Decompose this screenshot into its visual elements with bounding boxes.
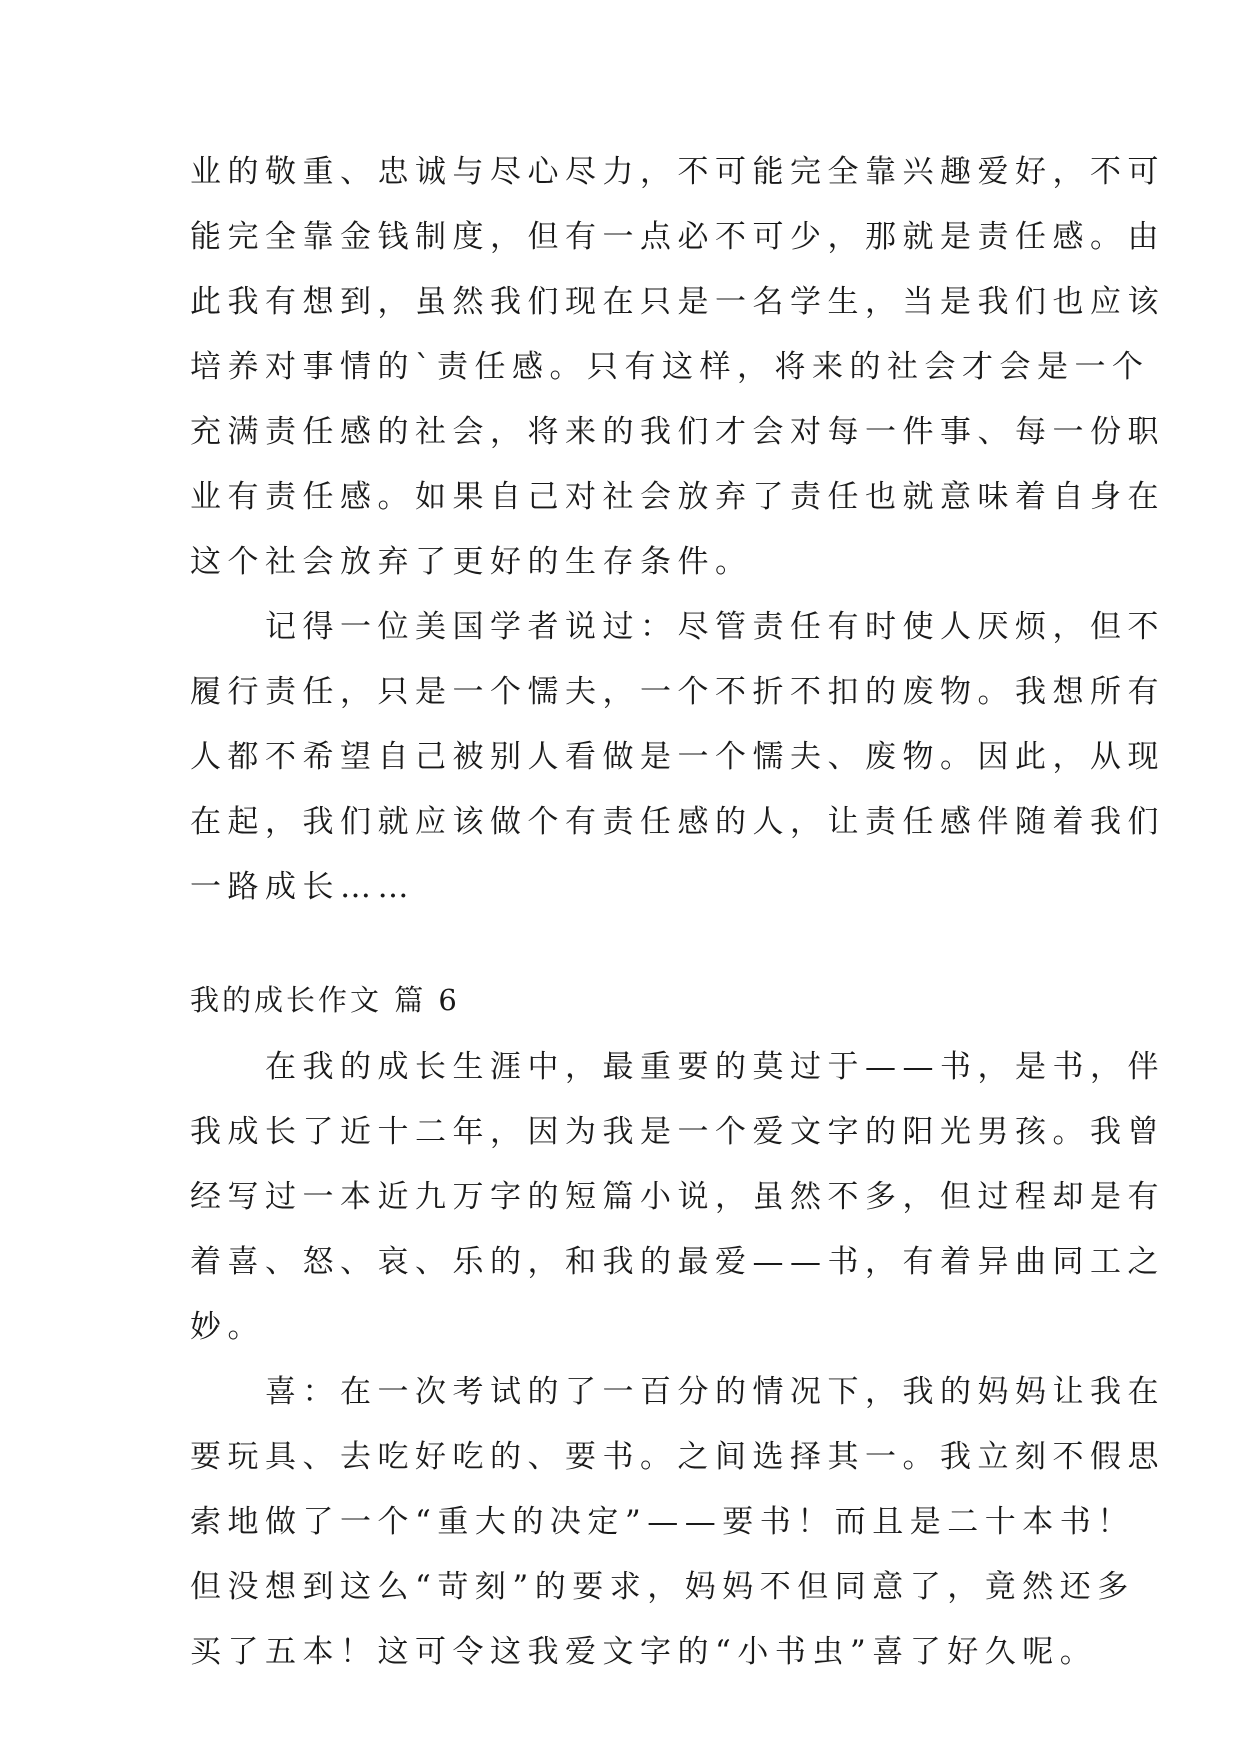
section-heading: 我的成长作文 篇 6 (190, 983, 460, 1017)
paragraph-1-line-1: 业的敬重、忠诚与尽心尽力，不可能完全靠兴趣爱好，不可 (190, 154, 1165, 190)
paragraph-3-line-4: 着喜、怒、哀、乐的，和我的最爱——书，有着异曲同工之 (190, 1244, 1165, 1280)
paragraph-1-line-2: 能完全靠金钱制度，但有一点必不可少，那就是责任感。由 (190, 219, 1165, 255)
paragraph-4-line-5: 买了五本！这可令这我爱文字的“小书虫”喜了好久呢。 (190, 1634, 1098, 1670)
paragraph-2-line-3: 人都不希望自己被别人看做是一个懦夫、废物。因此，从现 (190, 739, 1165, 775)
paragraph-2-line-2: 履行责任，只是一个懦夫，一个不折不扣的废物。我想所有 (190, 674, 1165, 710)
paragraph-3-line-3: 经写过一本近九万字的短篇小说，虽然不多，但过程却是有 (190, 1179, 1165, 1215)
paragraph-4-line-3: 索地做了一个“重大的决定”——要书！而且是二十本书！ (190, 1504, 1135, 1540)
paragraph-4-line-4: 但没想到这么“苛刻”的要求，妈妈不但同意了，竟然还多 (190, 1569, 1135, 1605)
paragraph-2-line-4: 在起，我们就应该做个有责任感的人，让责任感伴随着我们 (190, 804, 1165, 840)
paragraph-1-line-4: 培养对事情的`责任感。只有这样，将来的社会才会是一个 (190, 349, 1150, 385)
paragraph-3-line-1: 在我的成长生涯中，最重要的莫过于——书，是书，伴 (190, 1049, 1165, 1085)
paragraph-1-line-6: 业有责任感。如果自己对社会放弃了责任也就意味着自身在 (190, 479, 1165, 515)
paragraph-3-line-5: 妙。 (190, 1309, 265, 1345)
paragraph-3-line-2: 我成长了近十二年，因为我是一个爱文字的阳光男孩。我曾 (190, 1114, 1165, 1150)
paragraph-2-line-5: 一路成长…… (190, 869, 415, 905)
paragraph-1-line-3: 此我有想到，虽然我们现在只是一名学生，当是我们也应该 (190, 284, 1165, 320)
paragraph-2-line-1: 记得一位美国学者说过：尽管责任有时使人厌烦，但不 (190, 609, 1165, 645)
paragraph-1-line-5: 充满责任感的社会，将来的我们才会对每一件事、每一份职 (190, 414, 1165, 450)
paragraph-4-line-2: 要玩具、去吃好吃的、要书。之间选择其一。我立刻不假思 (190, 1439, 1165, 1475)
paragraph-4-line-1: 喜：在一次考试的了一百分的情况下，我的妈妈让我在 (190, 1374, 1165, 1410)
paragraph-1-line-7: 这个社会放弃了更好的生存条件。 (190, 544, 753, 580)
